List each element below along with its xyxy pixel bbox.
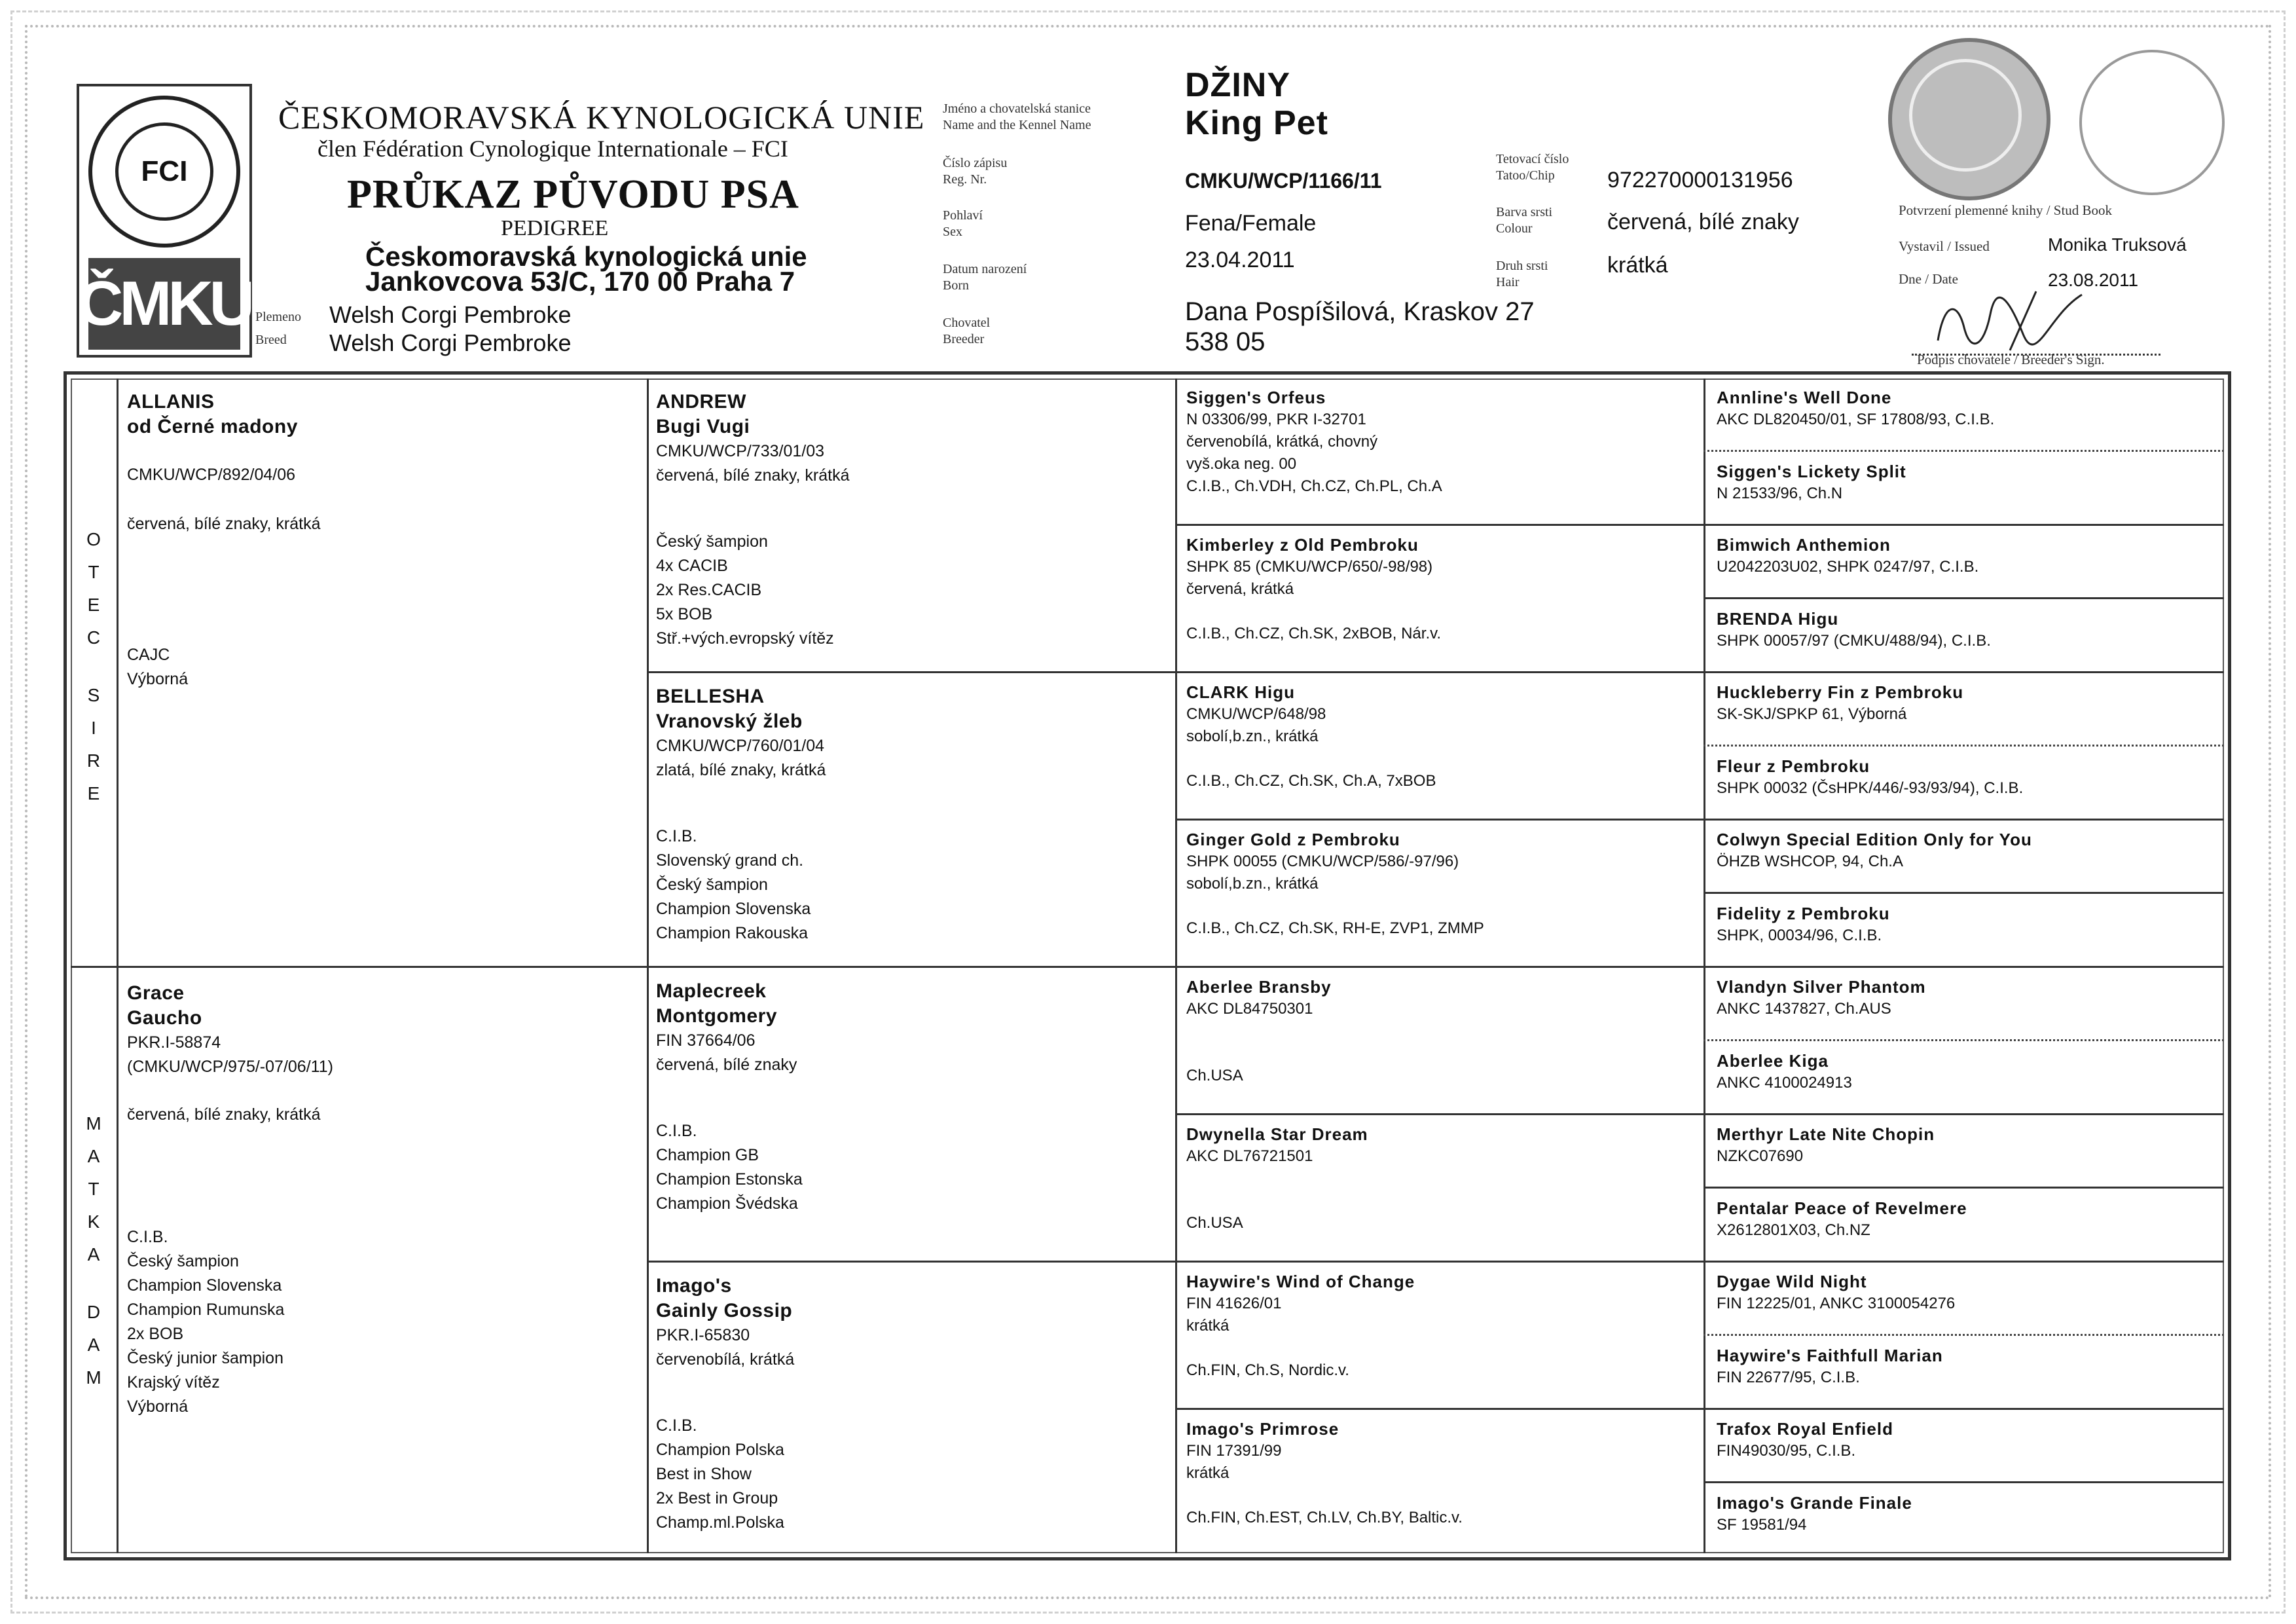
sex-value: Fena/Female: [1185, 211, 1317, 236]
dam-title: Český šampion: [127, 1252, 239, 1270]
dam-title: 2x BOB: [127, 1325, 184, 1343]
breed-label-cz: Plemeno: [255, 310, 301, 324]
gen4-divider: [1704, 597, 2224, 599]
reg-label-en: Reg. Nr.: [943, 172, 987, 187]
tattoo-value: 972270000131956: [1607, 168, 1793, 193]
gg-grandparent-entry: Colwyn Special Edition Only for You ÖHZB WSHCOP, 94, Ch.A: [1717, 830, 2032, 870]
gg-grandparent-entry: Haywire's Faithfull Marian FIN 22677/95, C.I.B.: [1717, 1346, 1943, 1386]
dam-side-label: M A T K A D A M: [86, 1113, 101, 1388]
sire-title: CAJC: [127, 646, 170, 664]
fci-ring-icon: [88, 96, 240, 248]
gen4-divider: [1704, 1187, 2224, 1189]
gg-grandparent-entry: Fidelity z Pembroku SHPK, 00034/96, C.I.B.: [1717, 904, 1890, 944]
name-label-cz: Jméno a chovatelská stanice: [943, 101, 1091, 116]
gen4-divider: [1704, 745, 2224, 747]
date-value: 23.08.2011: [2048, 270, 2139, 290]
breeder-line-1: Dana Pospíšilová, Kraskov 27: [1185, 297, 1535, 326]
grandparent-entry: ANDREW Bugi Vugi CMKU/WCP/733/01/03 červená, bílé znaky, krátká Český šampion 4x CACIB 2x Res.CACIB 5x BOB Stř.+vých.evropský vítěz: [656, 391, 850, 648]
dam-name: Grace: [127, 982, 185, 1004]
breed-label-en: Breed: [255, 333, 287, 347]
gg-grandparent-entry: Huckleberry Fin z Pembroku SK-SKJ/SPKP 61, Výborná: [1717, 682, 1964, 723]
sex-label-cz: Pohlaví: [943, 208, 983, 223]
breed-value-1: Welsh Corgi Pembroke: [329, 301, 572, 328]
gen3-divider-1: [1175, 524, 2224, 526]
cmku-logo-icon: ČMKU: [88, 258, 240, 350]
date-label: Dne / Date: [1899, 271, 1958, 287]
grandparent-entry: BELLESHA Vranovský žleb CMKU/WCP/760/01/04 zlatá, bílé znaky, krátká C.I.B. Slovenský grand ch. Český šampion Champion Slovenska Champion Rakouska: [656, 686, 826, 942]
hair-label-en: Hair: [1496, 275, 1520, 289]
grandparent-entry: Maplecreek Montgomery FIN 37664/06 červená, bílé znaky C.I.B. Champion GB Champion Estonska Champion Švédska: [656, 980, 803, 1213]
dam-title: Krajský vítěz: [127, 1373, 220, 1392]
colour-label-cz: Barva srsti: [1496, 205, 1553, 219]
gen4-divider: [1704, 1039, 2224, 1041]
gen3-divider-3: [1175, 819, 2224, 821]
document-subtitle: PEDIGREE: [501, 216, 609, 240]
hair-value: krátká: [1607, 253, 1668, 278]
dam-title: Výborná: [127, 1397, 189, 1416]
dam-kennel: Gaucho: [127, 1007, 202, 1029]
gen3-divider-7: [1175, 1408, 2224, 1410]
sire-name: ALLANIS: [127, 391, 215, 413]
colour-value: červená, bílé znaky: [1607, 210, 1799, 234]
gen4-divider: [1704, 892, 2224, 894]
issuer-address: Jankovcova 53/C, 170 00 Praha 7: [365, 266, 795, 297]
gen3-divider-5: [1175, 1113, 2224, 1115]
dam-colour: červená, bílé znaky, krátká: [127, 1105, 321, 1124]
great-grandparent-entry: Haywire's Wind of Change FIN 41626/01 krátká Ch.FIN, Ch.S, Nordic.v.: [1186, 1272, 1415, 1379]
great-grandparent-entry: CLARK Higu CMKU/WCP/648/98 sobolí,b.zn., krátká C.I.B., Ch.CZ, Ch.SK, Ch.A, 7xBOB: [1186, 682, 1436, 790]
great-grandparent-entry: Siggen's Orfeus N 03306/99, PKR I-32701 červenobílá, krátká, chovný vyš.oka neg. 00 C.I.B., Ch.VDH, Ch.CZ, Ch.PL, Ch.A: [1186, 388, 1442, 495]
dam-entry: [127, 981, 333, 1419]
sire-entry: [127, 390, 321, 692]
gg-grandparent-entry: Aberlee Kiga ANKC 4100024913: [1717, 1051, 1852, 1092]
gen2-sire-divider: [647, 671, 2224, 673]
sire-reg: CMKU/WCP/892/04/06: [127, 466, 296, 484]
dog-kennel: King Pet: [1185, 104, 1328, 142]
gg-grandparent-entry: Dygae Wild Night FIN 12225/01, ANKC 3100054276: [1717, 1272, 1956, 1312]
breed-value-2: Welsh Corgi Pembroke: [329, 329, 572, 356]
sex-label-en: Sex: [943, 225, 962, 239]
grandparent-entry: Imago's Gainly Gossip PKR.I-65830 červenobílá, krátká C.I.B. Champion Polska Best in Show 2x Best in Group Champ.ml.Polska: [656, 1275, 795, 1532]
dog-name: DŽINY: [1185, 66, 1290, 104]
document-title: PRŮKAZ PŮVODU PSA: [347, 172, 799, 217]
gen4-divider: [1704, 1481, 2224, 1483]
issuer-name: Českomoravská kynologická unie: [365, 241, 807, 272]
great-grandparent-entry: Ginger Gold z Pembroku SHPK 00055 (CMKU/WCP/586/-97/96) sobolí,b.zn., krátká C.I.B., Ch.CZ, Ch.SK, RH-E, ZVP1, ZMMP: [1186, 830, 1484, 937]
stud-book-confirm: Potvrzení plemenné knihy / Stud Book: [1899, 202, 2113, 218]
tattoo-label-cz: Tetovací číslo: [1496, 152, 1569, 166]
sire-title: Výborná: [127, 670, 189, 688]
reg-label-cz: Číslo zápisu: [943, 156, 1008, 170]
sire-dam-divider: [71, 966, 2224, 968]
born-label-cz: Datum narození: [943, 262, 1027, 276]
issued-label: Vystavil / Issued: [1899, 238, 1990, 254]
great-grandparent-entry: Aberlee Bransby AKC DL84750301 Ch.USA: [1186, 977, 1332, 1084]
signature-icon: [1925, 288, 2095, 354]
hair-label-cz: Druh srsti: [1496, 259, 1548, 273]
gg-grandparent-entry: Annline's Well Done AKC DL820450/01, SF 17808/93, C.I.B.: [1717, 388, 1995, 428]
gg-grandparent-entry: Siggen's Lickety Split N 21533/96, Ch.N: [1717, 462, 1906, 502]
great-grandparent-entry: Imago's Primrose FIN 17391/99 krátká Ch.FIN, Ch.EST, Ch.LV, Ch.BY, Baltic.v.: [1186, 1419, 1463, 1526]
tattoo-label-en: Tatoo/Chip: [1496, 168, 1555, 183]
gg-grandparent-entry: Trafox Royal Enfield FIN49030/95, C.I.B.: [1717, 1419, 1893, 1460]
born-value: 23.04.2011: [1185, 248, 1295, 272]
born-label-en: Born: [943, 278, 969, 293]
gg-grandparent-entry: Imago's Grande Finale SF 19581/94: [1717, 1493, 1912, 1534]
gen4-divider: [1704, 1334, 2224, 1336]
breeder-label-en: Breeder: [943, 332, 985, 346]
dam-title: Champion Slovenska: [127, 1276, 282, 1295]
gg-grandparent-entry: Vlandyn Silver Phantom ANKC 1437827, Ch.AUS: [1717, 977, 1926, 1018]
stamp-icon: [2079, 50, 2225, 195]
fci-membership: člen Fédération Cynologique Internationale – FCI: [318, 136, 788, 162]
fci-cmku-logo: [77, 84, 252, 358]
sire-kennel: od Černé madony: [127, 416, 298, 437]
sire-colour: červená, bílé znaky, krátká: [127, 515, 321, 533]
dam-title: Champion Rumunska: [127, 1301, 285, 1319]
fci-logo-text: FCI: [115, 122, 213, 221]
gg-grandparent-entry: Pentalar Peace of Revelmere X2612801X03, Ch.NZ: [1717, 1198, 1967, 1239]
dam-reg-2: (CMKU/WCP/975/-07/06/11): [127, 1058, 333, 1076]
dam-reg: PKR.I-58874: [127, 1033, 221, 1052]
gg-grandparent-entry: Fleur z Pembroku SHPK 00032 (ČsHPK/446/-93/93/94), C.I.B.: [1717, 756, 2024, 797]
breeder-label-cz: Chovatel: [943, 316, 991, 330]
name-label-en: Name and the Kennel Name: [943, 118, 1091, 132]
great-grandparent-entry: Kimberley z Old Pembroku SHPK 85 (CMKU/WCP/650/-98/98) červená, krátká C.I.B., Ch.CZ, Ch.SK, 2xBOB, Nár.v.: [1186, 535, 1441, 642]
gg-grandparent-entry: Bimwich Anthemion U2042203U02, SHPK 0247/97, C.I.B.: [1717, 535, 1979, 576]
great-grandparent-entry: Dwynella Star Dream AKC DL76721501 Ch.USA: [1186, 1124, 1368, 1232]
gg-grandparent-entry: BRENDA Higu SHPK 00057/97 (CMKU/488/94), C.I.B.: [1717, 609, 1991, 650]
dam-title: Český junior šampion: [127, 1349, 283, 1367]
colour-label-en: Colour: [1496, 221, 1533, 236]
organization-name: ČESKOMORAVSKÁ KYNOLOGICKÁ UNIE: [278, 99, 925, 136]
breeder-line-2: 538 05: [1185, 327, 1266, 356]
stud-book-seal-icon: [1888, 38, 2050, 200]
gen4-divider: [1704, 450, 2224, 452]
gen2-dam-divider: [647, 1261, 2224, 1263]
gg-grandparent-entry: Merthyr Late Nite Chopin NZKC07690: [1717, 1124, 1935, 1165]
issued-value: Monika Truksová: [2048, 234, 2187, 255]
dam-title: C.I.B.: [127, 1228, 168, 1246]
sire-side-label: O T E C S I R E: [86, 529, 101, 803]
breeder-sign-label: Podpis chovatele / Breeder's Sign.: [1917, 352, 2105, 367]
reg-number: CMKU/WCP/1166/11: [1185, 169, 1382, 193]
